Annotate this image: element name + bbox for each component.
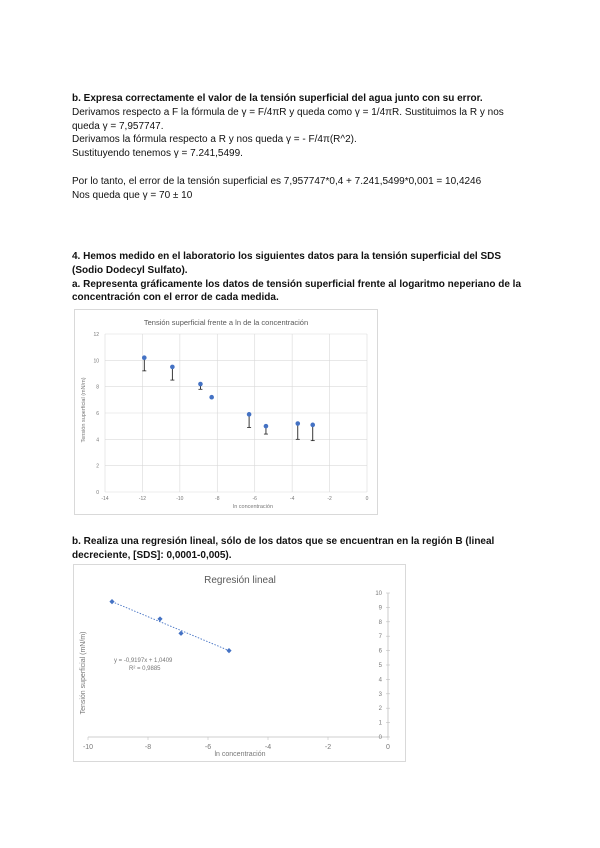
data-point bbox=[198, 382, 203, 387]
data-point bbox=[310, 423, 315, 428]
x-tick-label: -4 bbox=[264, 744, 272, 751]
y-tick-label: 10 bbox=[93, 358, 99, 365]
y-tick-label: 9 bbox=[378, 605, 382, 612]
chart1-svg bbox=[75, 310, 377, 514]
subsection-heading: b. Realiza una regresión lineal, sólo de los datos que se encuentran en la región B (lineal decreciente, [SDS]: 0,0001-0,005). bbox=[72, 536, 495, 561]
x-tick-label: -6 bbox=[204, 744, 212, 751]
data-point bbox=[109, 599, 114, 604]
y-tick-label: 7 bbox=[378, 634, 382, 641]
section-4 bbox=[72, 250, 532, 305]
trendline bbox=[112, 602, 229, 651]
paragraph-line: Sustituyendo tenemos γ = 7.241,5499. bbox=[72, 148, 243, 160]
y-axis-label: Tensión superficial (mN/m) bbox=[81, 377, 87, 443]
x-tick-label: -12 bbox=[138, 496, 147, 502]
subsection-heading: a. Representa gráficamente los datos de tensión superficial frente al logaritmo neperiano de la concentración con el error de cada medida. bbox=[72, 278, 522, 304]
data-point bbox=[142, 355, 147, 360]
x-axis-label: ln concentración bbox=[214, 751, 266, 758]
y-tick-label: 5 bbox=[378, 663, 382, 669]
section-b-expresa bbox=[72, 92, 532, 202]
y-tick-label: 1 bbox=[378, 720, 382, 727]
chart-tension-vs-ln bbox=[74, 309, 378, 515]
y-tick-label: 12 bbox=[93, 332, 99, 338]
y-tick-label: 4 bbox=[96, 437, 99, 444]
x-tick-label: -10 bbox=[82, 744, 94, 751]
y-tick-label: 6 bbox=[96, 411, 99, 417]
y-tick-label: 10 bbox=[375, 591, 382, 597]
y-tick-label: 4 bbox=[378, 677, 382, 684]
data-point bbox=[247, 412, 252, 417]
paragraph-line: Nos queda que γ = 70 ± 10 bbox=[72, 189, 193, 201]
paragraph-line: Derivamos respecto a F la fórmula de γ = F/4πR y queda como γ = 1/4πR. Sustituimos la R y nos queda γ = 7,957747. bbox=[72, 106, 504, 132]
y-tick-label: 8 bbox=[96, 384, 99, 391]
chart-title: Regresión lineal bbox=[204, 575, 276, 586]
y-tick-label: 6 bbox=[378, 648, 382, 655]
section-heading: b. Expresa correctamente el valor de la tensión superficial del agua junto con su error. bbox=[72, 93, 483, 104]
paragraph-line: Por lo tanto, el error de la tensión superficial es 7,957747*0,4 + 7.241,5499*0,001 = 10,4246 bbox=[72, 175, 482, 187]
y-tick-label: 8 bbox=[378, 619, 382, 626]
y-tick-label: 0 bbox=[378, 735, 382, 741]
x-axis-label: ln concentración bbox=[232, 504, 274, 510]
y-axis-label: Tensión superficial (mN/m) bbox=[80, 631, 87, 715]
x-tick-label: 0 bbox=[386, 744, 390, 751]
chart-title: Tensión superficial frente a ln de la concentración bbox=[143, 318, 309, 327]
y-tick-label: 2 bbox=[378, 706, 382, 713]
data-point bbox=[209, 395, 214, 400]
section-b-regresion bbox=[72, 535, 532, 563]
chart2-svg bbox=[74, 565, 405, 761]
x-tick-label: -8 bbox=[144, 744, 152, 751]
x-tick-label: 0 bbox=[365, 496, 369, 502]
data-point bbox=[178, 631, 183, 636]
data-point bbox=[226, 648, 231, 653]
section-heading: 4. Hemos medido en el laboratorio los siguientes datos para la tensión superficial del SDS (Sodio Dodecyl Sulfato). bbox=[72, 251, 501, 276]
y-tick-label: 2 bbox=[96, 463, 99, 470]
x-tick-label: -2 bbox=[324, 744, 332, 751]
x-tick-label: -10 bbox=[176, 496, 184, 502]
x-tick-label: -2 bbox=[327, 496, 332, 502]
chart-regresion-lineal bbox=[73, 564, 406, 762]
data-point bbox=[170, 365, 175, 370]
y-tick-label: 3 bbox=[378, 691, 382, 698]
trendline-equation: y = -0,9197x + 1,0409 bbox=[114, 658, 173, 664]
paragraph-line: Derivamos la fórmula respecto a R y nos queda γ = - F/4π(R^2). bbox=[72, 134, 357, 146]
trendline-r2: R² = 0,9885 bbox=[129, 666, 161, 672]
x-tick-label: -6 bbox=[252, 496, 257, 502]
x-tick-label: -4 bbox=[289, 496, 295, 502]
data-point bbox=[157, 616, 162, 621]
data-point bbox=[295, 421, 300, 426]
x-tick-label: -14 bbox=[101, 496, 109, 502]
data-point bbox=[264, 424, 269, 429]
y-tick-label: 0 bbox=[96, 490, 99, 496]
x-tick-label: -8 bbox=[215, 496, 220, 502]
